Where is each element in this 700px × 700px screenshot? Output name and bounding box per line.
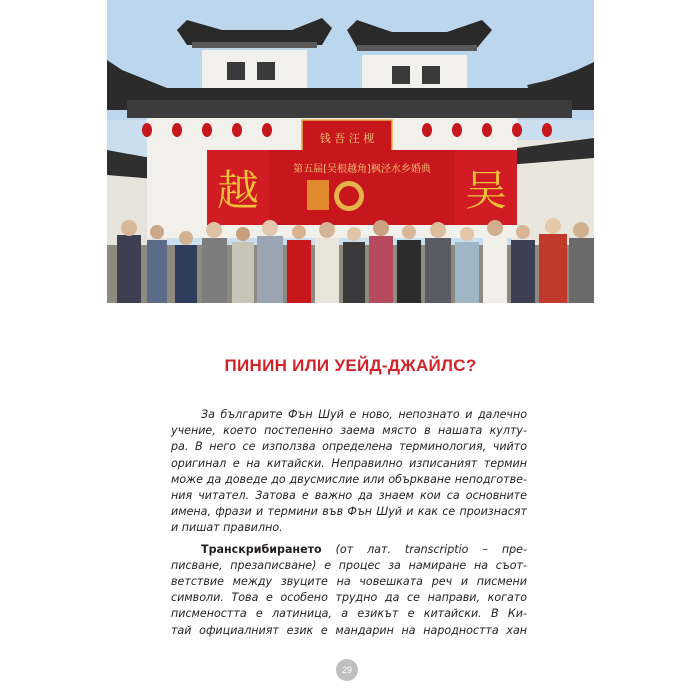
paragraph-1	[171, 407, 527, 537]
paragraph-line: ния читател. Затова е важно да знаем кои са основните	[171, 489, 527, 503]
paragraph-line: За българите Фън Шуй е ново, непознато и далечно	[201, 408, 527, 421]
article-body	[171, 407, 527, 639]
paragraph-line: оригинал е на китайски. Неправилно изписаният термин	[171, 456, 527, 470]
paragraph-line-first	[171, 542, 527, 558]
paragraph-line: тай официалният език е мандарин на народността хан	[171, 623, 527, 637]
paragraph-line: ветствие между звуците на човешката реч и писмени	[171, 575, 527, 589]
page-number-badge: 29	[336, 659, 358, 681]
festival-photo	[107, 0, 594, 303]
left-character: 越	[216, 166, 260, 215]
paragraph-line: писмеността е латиница, а езикът е китайски. В Ки-	[171, 607, 527, 621]
paragraph-line: може да доведе до двусмислие или объркване неподготве-	[171, 472, 527, 486]
transcription-term: Транскрибирането	[201, 542, 322, 556]
paragraph-line: учение, което постепенно заема място в нашата култу-	[171, 424, 527, 438]
banner-main-text: 第五届[吴根越角]枫泾水乡婚典	[293, 164, 431, 175]
paragraph-line-rest: (от лат. transcriptio – пре-	[321, 542, 527, 556]
section-heading: ПИНИН ИЛИ УЕЙД-ДЖАЙЛС?	[224, 356, 477, 375]
paragraph-line: имена, фрази и термини във Фън Шуй и как се произнасят	[171, 505, 527, 519]
banner-top-text: 钱 吾 汪 枧	[319, 132, 375, 145]
paragraph-line: и пишат правилно.	[171, 521, 283, 535]
right-character: 吴	[464, 166, 508, 215]
paragraph-line: символи. Това е особено трудно да се направи, когато	[171, 591, 527, 605]
paragraph-line: ра. В него се използва определена терминология, чийто	[171, 440, 527, 454]
paragraph-line: писване, презаписване) е процес за намиране на съот-	[171, 558, 527, 572]
festival-photo-illustration	[107, 0, 594, 303]
paragraph-2	[171, 542, 527, 639]
